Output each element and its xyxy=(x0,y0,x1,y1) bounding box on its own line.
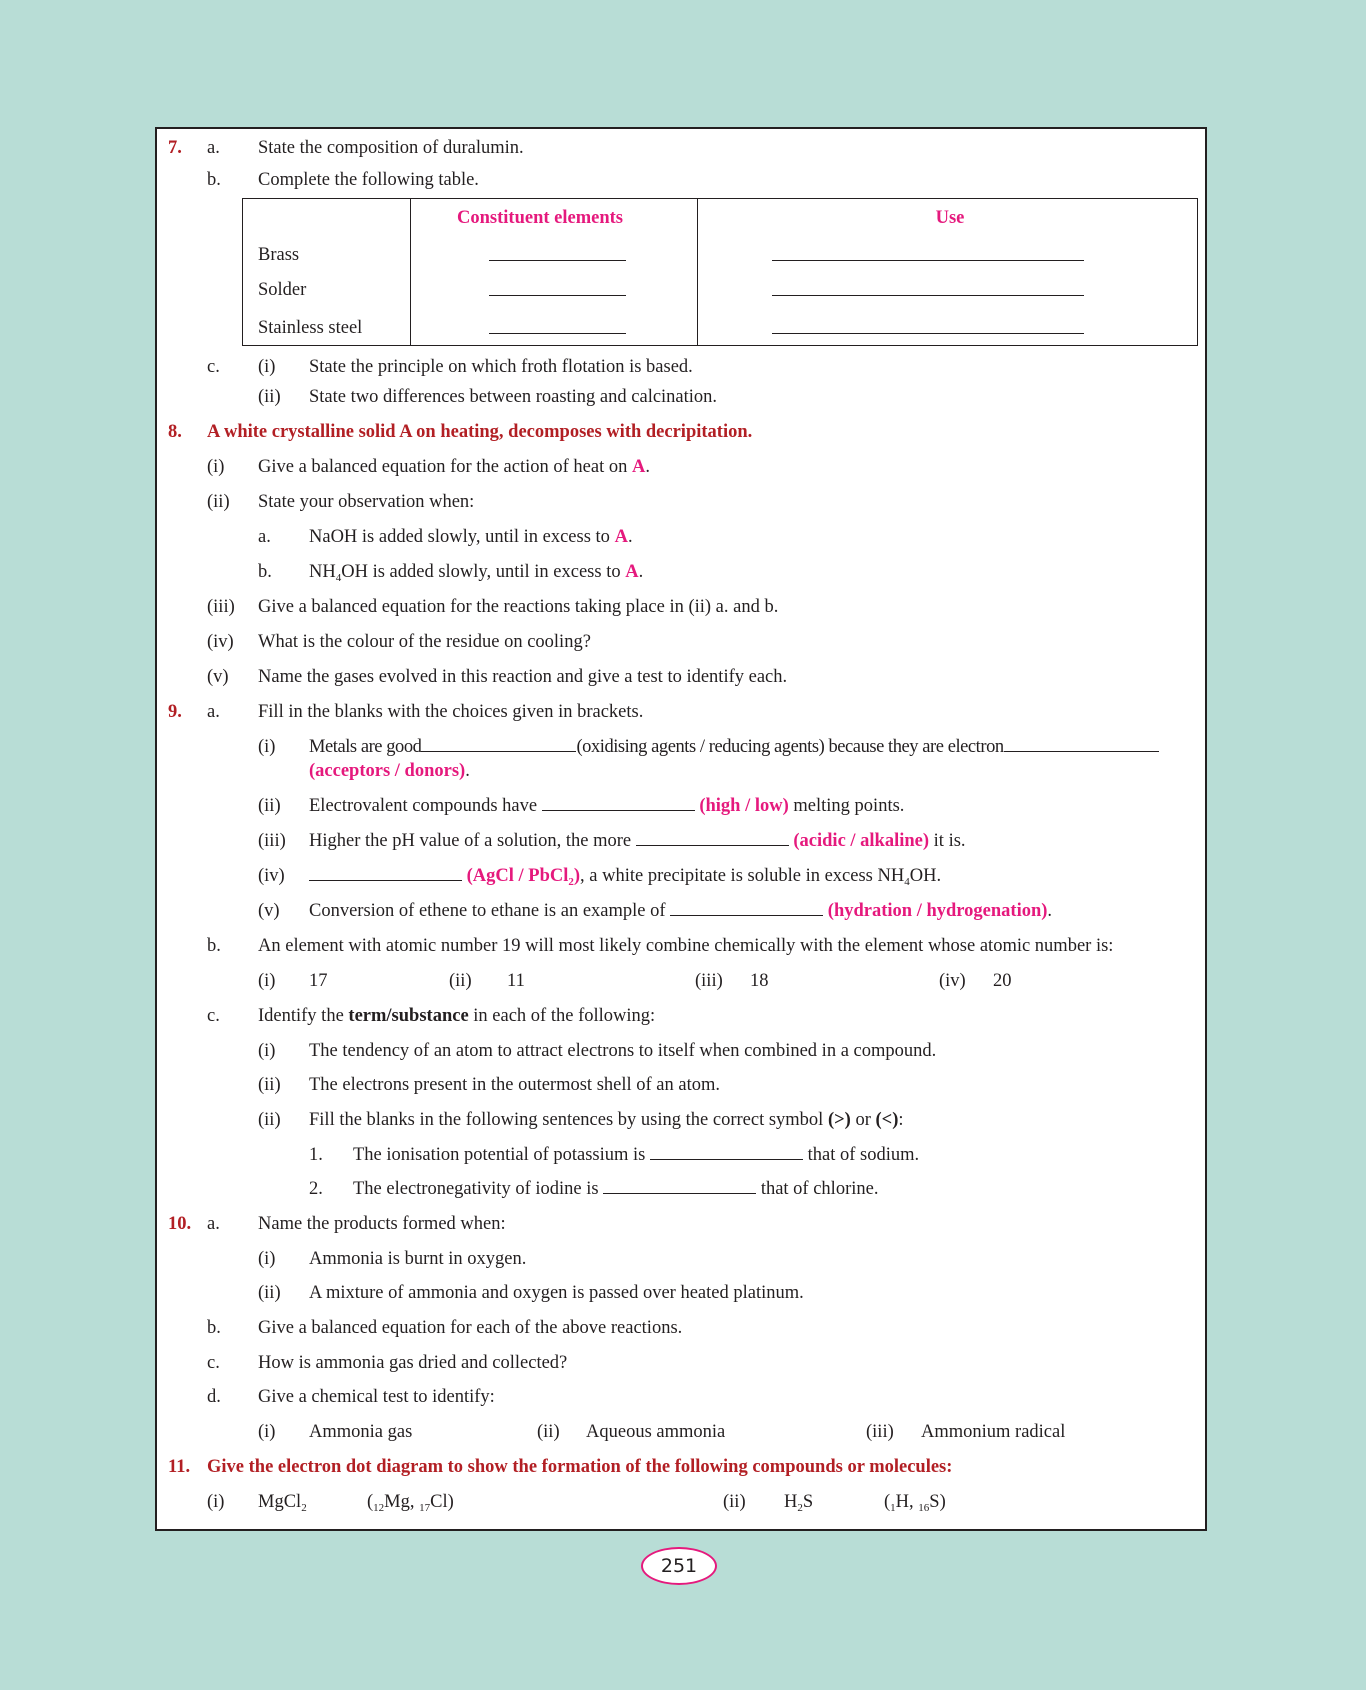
sub-label: b. xyxy=(258,562,272,582)
table-header-constituent: Constituent elements xyxy=(457,208,623,228)
answer-blank xyxy=(603,1178,756,1194)
sub-label: c. xyxy=(207,357,220,377)
question-text: What is the colour of the residue on cooling? xyxy=(258,632,591,652)
sub-label: d. xyxy=(207,1387,221,1407)
table-header-use: Use xyxy=(935,208,965,228)
item-label: (ii) xyxy=(258,1075,281,1095)
item-label: (i) xyxy=(258,1249,276,1269)
atomic-numbers: ($_1H$, $_{16}$S) xyxy=(884,1492,946,1514)
item-label: (ii) xyxy=(258,387,281,407)
option-label: (ii) xyxy=(537,1422,560,1442)
question-text: A mixture of ammonia and oxygen is passed over heated platinum. xyxy=(309,1283,804,1303)
item-label: (iii) xyxy=(207,597,235,617)
answer-blank xyxy=(636,830,789,846)
question-text: Ammonia is burnt in oxygen. xyxy=(309,1249,527,1269)
question-text: Give a balanced equation for the reactions taking place in (ii) a. and b. xyxy=(258,597,779,617)
option-value: 17 xyxy=(309,971,328,991)
option-label: (iv) xyxy=(939,971,966,991)
answer-blank xyxy=(489,295,626,296)
question-text: Higher the pH value of a solution, the more (acidic / alkaline) it is. xyxy=(309,831,966,851)
item-label: (ii) xyxy=(723,1492,746,1512)
question-text: The electronegativity of iodine is that of chlorine. xyxy=(353,1179,879,1199)
question-sheet xyxy=(155,127,1207,1531)
question-text: Identify the term/substance in each of the following: xyxy=(258,1006,656,1026)
answer-blank xyxy=(542,795,695,811)
sub-label: b. xyxy=(207,1318,221,1338)
question-number: 9. xyxy=(168,702,182,722)
answer-blank xyxy=(670,900,823,916)
question-heading: A white crystalline solid A on heating, decomposes with decripitation. xyxy=(207,422,753,442)
question-text: Give a balanced equation for each of the above reactions. xyxy=(258,1318,683,1338)
item-label: (v) xyxy=(258,901,280,921)
sub-label: a. xyxy=(258,527,271,547)
option-value: 11 xyxy=(507,971,525,991)
option-value: 20 xyxy=(993,971,1012,991)
item-label: (iii) xyxy=(258,831,286,851)
question-text: The electrons present in the outermost shell of an atom. xyxy=(309,1075,720,1095)
item-label: (ii) xyxy=(258,796,281,816)
item-label: (i) xyxy=(258,357,276,377)
answer-blank xyxy=(772,333,1084,334)
answer-blank xyxy=(1004,736,1159,752)
question-text: State two differences between roasting and calcination. xyxy=(309,387,718,407)
question-text: State the composition of duralumin. xyxy=(258,138,524,158)
item-label: (i) xyxy=(207,457,225,477)
option-label: (i) xyxy=(258,971,276,991)
table-row-label: Solder xyxy=(258,280,307,300)
sub-label: b. xyxy=(207,170,221,190)
item-label: (i) xyxy=(207,1492,225,1512)
option-value: Aqueous ammonia xyxy=(586,1422,726,1442)
item-label: 1. xyxy=(309,1145,323,1165)
sub-label: a. xyxy=(207,702,220,722)
option-value: Ammonia gas xyxy=(309,1422,413,1442)
question-text: Metals are good (oxidising agents / reducing agents) because they are electron xyxy=(309,736,1159,758)
question-number: 8. xyxy=(168,422,182,442)
answer-blank xyxy=(489,260,626,261)
option-label: (iii) xyxy=(695,971,723,991)
sub-label: c. xyxy=(207,1353,220,1373)
item-label: (iv) xyxy=(207,632,234,652)
question-number: 10. xyxy=(168,1214,192,1234)
item-label: (ii) xyxy=(258,1110,281,1130)
question-text: How is ammonia gas dried and collected? xyxy=(258,1353,568,1373)
question-text: Fill in the blanks with the choices given in brackets. xyxy=(258,702,644,722)
sub-label: a. xyxy=(207,1214,220,1234)
item-label: 2. xyxy=(309,1179,323,1199)
formula: MgCl$_2$ xyxy=(258,1492,307,1514)
question-number: 11. xyxy=(168,1457,191,1477)
item-label: (ii) xyxy=(258,1283,281,1303)
table-row-label: Brass xyxy=(258,245,300,265)
option-value: Ammonium radical xyxy=(921,1422,1066,1442)
question-text: State the principle on which froth flotation is based. xyxy=(309,357,693,377)
option-label: (ii) xyxy=(449,971,472,991)
question-text: An element with atomic number 19 will most likely combine chemically with the element whose atomic number is: xyxy=(258,936,1114,956)
question-text: Name the gases evolved in this reaction and give a test to identify each. xyxy=(258,667,788,687)
sub-label: b. xyxy=(207,936,221,956)
item-label: (v) xyxy=(207,667,229,687)
question-text: Fill the blanks in the following sentences by using the correct symbol (>) or (<): xyxy=(309,1110,904,1130)
answer-blank xyxy=(489,333,626,334)
sub-label: c. xyxy=(207,1006,220,1026)
item-label: (i) xyxy=(258,737,276,757)
item-label: (ii) xyxy=(207,492,230,512)
option-label: (i) xyxy=(258,1422,276,1442)
question-text: Give a balanced equation for the action of heat on A. xyxy=(258,457,650,477)
question-number: 7. xyxy=(168,138,182,158)
item-label: (iv) xyxy=(258,866,285,886)
answer-blank xyxy=(772,260,1084,261)
question-text: (acceptors / donors). xyxy=(309,761,470,781)
item-label: (i) xyxy=(258,1041,276,1061)
question-text: (AgCl / PbCl$_2$), a white precipitate is soluble in excess $NH_4OH$. xyxy=(309,865,941,887)
sub-label: a. xyxy=(207,138,220,158)
answer-blank xyxy=(772,295,1084,296)
question-text: The ionisation potential of potassium is that of sodium. xyxy=(353,1145,920,1165)
question-text: State your observation when: xyxy=(258,492,475,512)
formula: $H_2S$ xyxy=(784,1492,814,1514)
question-text: Conversion of ethene to ethane is an example of (hydration / hydrogenation). xyxy=(309,901,1053,921)
answer-blank xyxy=(309,865,462,881)
question-text: Name the products formed when: xyxy=(258,1214,506,1234)
option-value: 18 xyxy=(750,971,769,991)
option-label: (iii) xyxy=(866,1422,894,1442)
answer-blank xyxy=(421,736,576,752)
question-text: Electrovalent compounds have (high / low) melting points. xyxy=(309,796,905,816)
question-text: Give a chemical test to identify: xyxy=(258,1387,495,1407)
answer-blank xyxy=(650,1144,803,1160)
question-text: Complete the following table. xyxy=(258,170,479,190)
page-number: 251 xyxy=(641,1547,717,1585)
table-row-label: Stainless steel xyxy=(258,318,363,338)
question-text: NaOH is added slowly, until in excess to A. xyxy=(309,527,633,547)
question-heading: Give the electron dot diagram to show the formation of the following compounds or molecules: xyxy=(207,1457,953,1477)
question-text: The tendency of an atom to attract electrons to itself when combined in a compound. xyxy=(309,1041,937,1061)
question-text: $NH_4OH$ is added slowly, until in excess to A. xyxy=(309,562,644,584)
atomic-numbers: ($_{12}Mg$, $_{17}$Cl) xyxy=(367,1492,454,1514)
